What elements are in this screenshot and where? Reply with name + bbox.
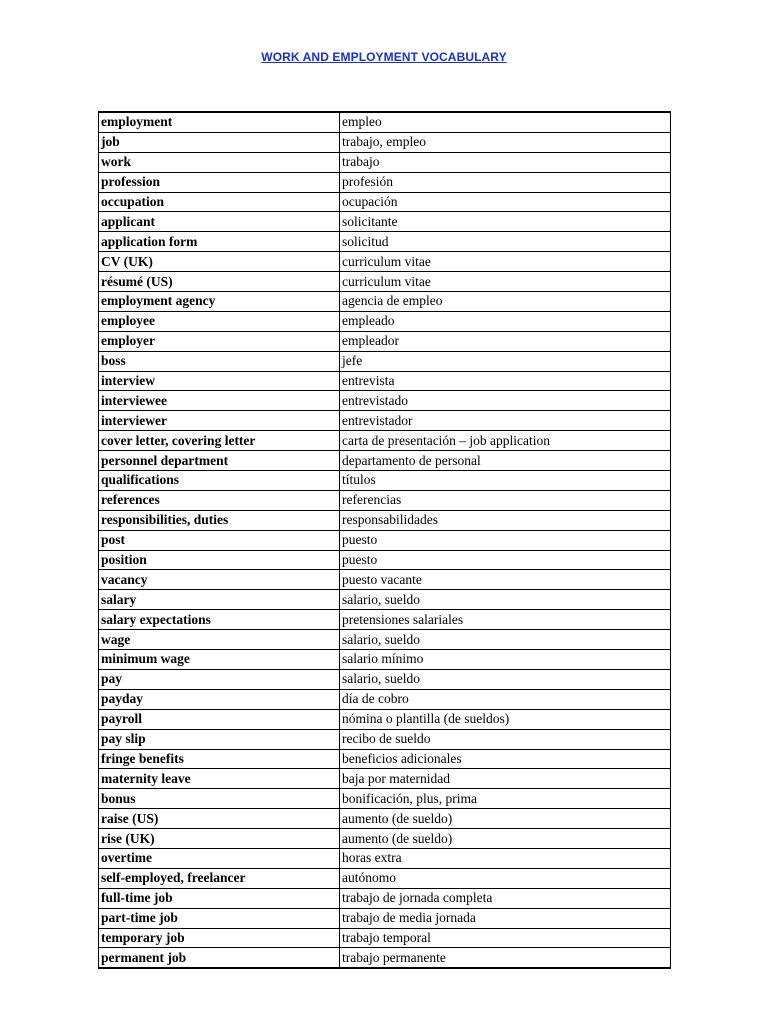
table-row [99,729,671,749]
spanish-translation: trabajo [340,152,671,172]
table-row [99,610,671,630]
spanish-translation: aumento (de sueldo) [340,829,671,849]
english-term: references [99,490,340,510]
english-term: employee [99,311,340,331]
table-row [99,709,671,729]
table-row [99,550,671,570]
spanish-translation: recibo de sueldo [340,729,671,749]
spanish-translation: entrevistado [340,391,671,411]
spanish-translation: agencia de empleo [340,292,671,312]
english-term: temporary job [99,928,340,948]
spanish-translation: día de cobro [340,689,671,709]
table-row [99,590,671,610]
table-row [99,252,671,272]
english-term: permanent job [99,948,340,968]
table-row [99,391,671,411]
table-row [99,868,671,888]
english-term: bonus [99,789,340,809]
table-row [99,908,671,928]
table-row [99,172,671,192]
english-term: payday [99,689,340,709]
spanish-translation: entrevista [340,371,671,391]
spanish-translation: puesto [340,530,671,550]
english-term: salary expectations [99,610,340,630]
english-term: self-employed, freelancer [99,868,340,888]
english-term: boss [99,351,340,371]
spanish-translation: salario, sueldo [340,590,671,610]
english-term: personnel department [99,451,340,471]
table-row [99,888,671,908]
english-term: job [99,132,340,152]
table-row [99,192,671,212]
spanish-translation: puesto [340,550,671,570]
english-term: post [99,530,340,550]
english-term: fringe benefits [99,749,340,769]
english-term: rise (UK) [99,829,340,849]
spanish-translation: trabajo temporal [340,928,671,948]
spanish-translation: bonificación, plus, prima [340,789,671,809]
english-term: part-time job [99,908,340,928]
table-row [99,530,671,550]
english-term: salary [99,590,340,610]
table-row [99,829,671,849]
table-row [99,948,671,968]
english-term: interviewee [99,391,340,411]
english-term: pay [99,669,340,689]
english-term: wage [99,630,340,650]
english-term: employment agency [99,292,340,312]
spanish-translation: trabajo de jornada completa [340,888,671,908]
spanish-translation: baja por maternidad [340,769,671,789]
spanish-translation: profesión [340,172,671,192]
spanish-translation: nómina o plantilla (de sueldos) [340,709,671,729]
english-term: employment [99,112,340,132]
table-row [99,411,671,431]
spanish-translation: curriculum vitae [340,272,671,292]
english-term: payroll [99,709,340,729]
english-term: application form [99,232,340,252]
spanish-translation: jefe [340,351,671,371]
spanish-translation: empleado [340,311,671,331]
table-row [99,630,671,650]
english-term: vacancy [99,570,340,590]
table-row [99,848,671,868]
english-term: profession [99,172,340,192]
table-row [99,152,671,172]
spanish-translation: autónomo [340,868,671,888]
spanish-translation: salario mínimo [340,650,671,670]
spanish-translation: departamento de personal [340,451,671,471]
english-term: cover letter, covering letter [99,431,340,451]
english-term: occupation [99,192,340,212]
english-term: raise (US) [99,809,340,829]
spanish-translation: trabajo de media jornada [340,908,671,928]
spanish-translation: beneficios adicionales [340,749,671,769]
table-row [99,212,671,232]
english-term: position [99,550,340,570]
page-title: WORK AND EMPLOYMENT VOCABULARY [261,50,507,64]
table-row [99,331,671,351]
spanish-translation: puesto vacante [340,570,671,590]
table-row [99,132,671,152]
table-row [99,451,671,471]
table-row [99,650,671,670]
english-term: overtime [99,848,340,868]
table-row [99,570,671,590]
spanish-translation: empleador [340,331,671,351]
table-row [99,669,671,689]
spanish-translation: curriculum vitae [340,252,671,272]
spanish-translation: solicitante [340,212,671,232]
vocabulary-table-body [99,112,671,968]
vocabulary-table [98,111,671,969]
table-row [99,809,671,829]
spanish-translation: trabajo permanente [340,948,671,968]
spanish-translation: trabajo, empleo [340,132,671,152]
english-term: maternity leave [99,769,340,789]
english-term: qualifications [99,471,340,491]
table-row [99,490,671,510]
spanish-translation: aumento (de sueldo) [340,809,671,829]
table-row [99,311,671,331]
spanish-translation: pretensiones salariales [340,610,671,630]
english-term: minimum wage [99,650,340,670]
spanish-translation: solicitud [340,232,671,252]
table-row [99,769,671,789]
english-term: résumé (US) [99,272,340,292]
english-term: applicant [99,212,340,232]
table-row [99,431,671,451]
english-term: work [99,152,340,172]
table-row [99,689,671,709]
table-row [99,292,671,312]
spanish-translation: responsabilidades [340,510,671,530]
spanish-translation: salario, sueldo [340,630,671,650]
table-row [99,749,671,769]
spanish-translation: horas extra [340,848,671,868]
english-term: CV (UK) [99,252,340,272]
english-term: interviewer [99,411,340,431]
spanish-translation: títulos [340,471,671,491]
table-row [99,928,671,948]
table-row [99,112,671,132]
spanish-translation: referencias [340,490,671,510]
table-row [99,471,671,491]
spanish-translation: entrevistador [340,411,671,431]
spanish-translation: carta de presentación – job application [340,431,671,451]
english-term: full-time job [99,888,340,908]
spanish-translation: salario, sueldo [340,669,671,689]
table-row [99,232,671,252]
table-row [99,272,671,292]
spanish-translation: empleo [340,112,671,132]
english-term: responsibilities, duties [99,510,340,530]
table-row [99,510,671,530]
english-term: pay slip [99,729,340,749]
english-term: interview [99,371,340,391]
spanish-translation: ocupación [340,192,671,212]
table-row [99,351,671,371]
english-term: employer [99,331,340,351]
table-row [99,789,671,809]
table-row [99,371,671,391]
